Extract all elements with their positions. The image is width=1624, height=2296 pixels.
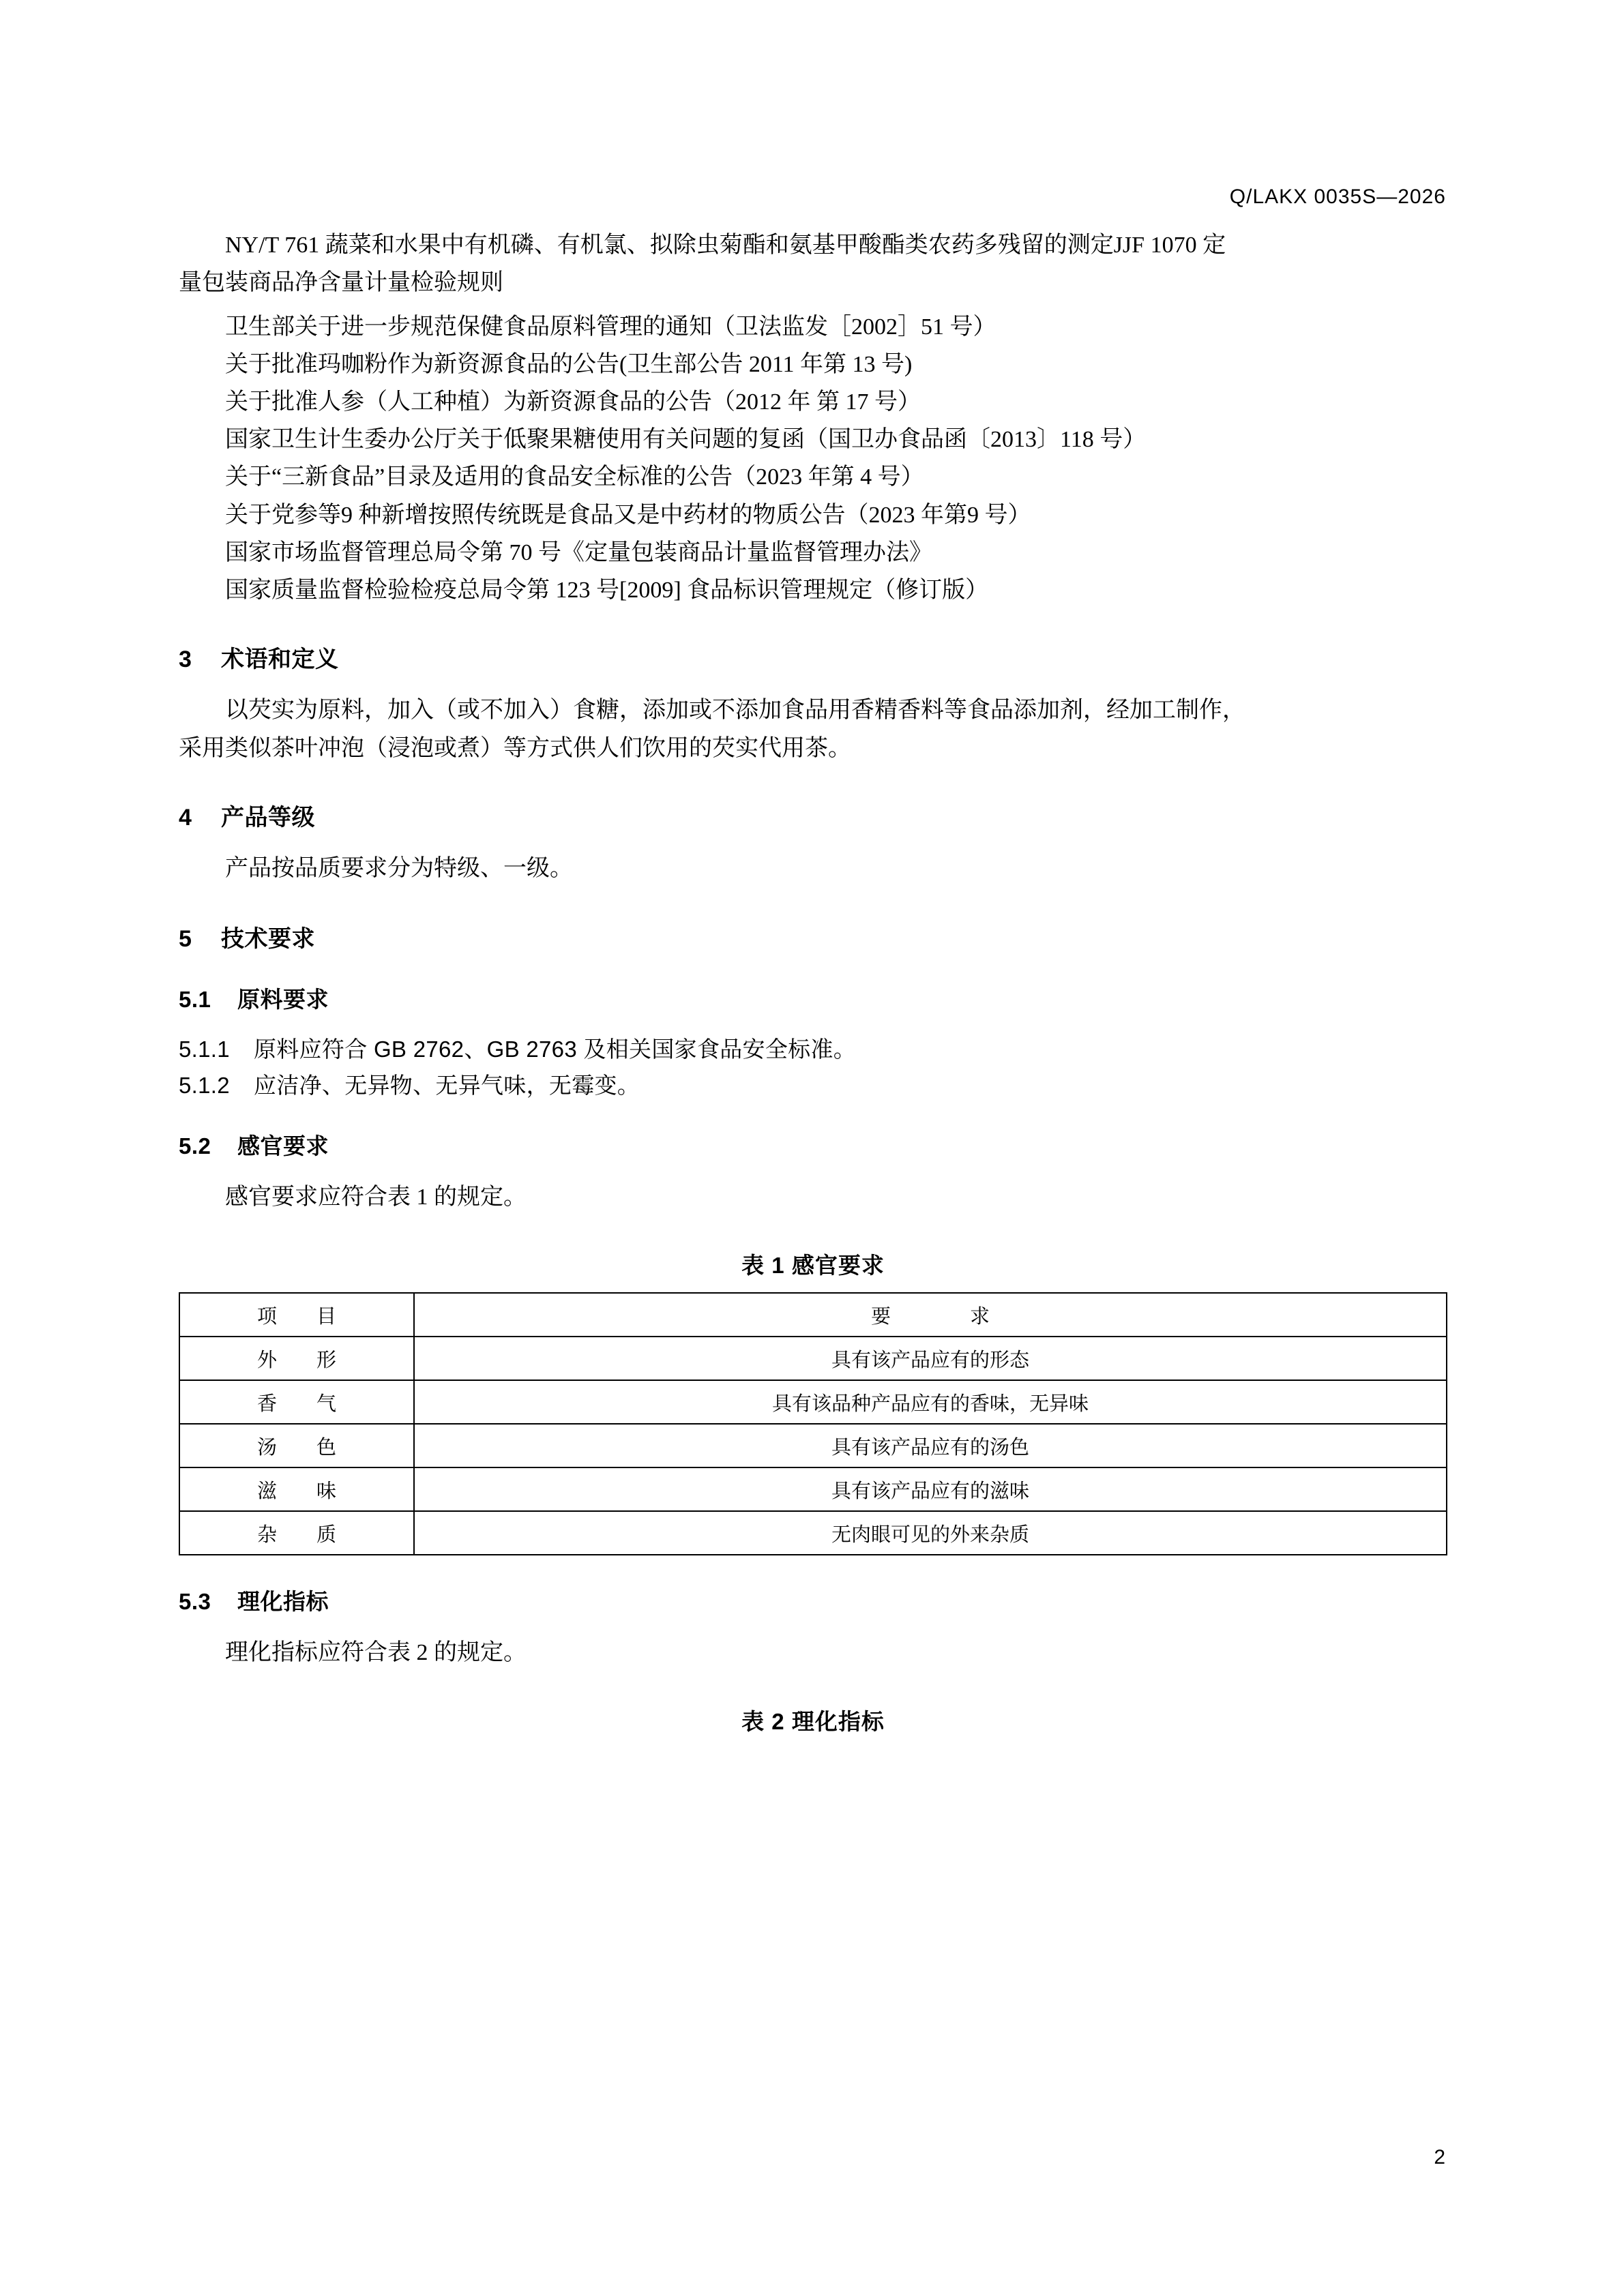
section-number: 5 <box>179 925 192 952</box>
subsection-title: 感官要求 <box>237 1133 329 1159</box>
clause-text: 原料应符合 GB 2762、GB 2763 及相关国家食品安全标准。 <box>254 1036 857 1062</box>
section-heading-3 <box>179 640 1447 674</box>
section-title: 产品等级 <box>221 805 315 831</box>
section-5-3-paragraph: 理化指标应符合表 2 的规定。 <box>225 1640 527 1666</box>
page-content <box>179 0 1447 1748</box>
list-item: 国家市场监督管理总局令第 70 号《定量包装商品计量监督管理办法》 <box>225 539 932 565</box>
section-number: 3 <box>179 646 192 672</box>
section-heading-5-2 <box>179 1129 1447 1161</box>
page-number: 2 <box>1434 2146 1445 2168</box>
table-row <box>179 1424 1447 1467</box>
clause-5-1-2 <box>179 1068 1447 1100</box>
list-item: 关于党参等9 种新增按照传统既是食品又是中药材的物质公告（2023 年第9 号） <box>225 502 1031 528</box>
clause-number: 5.1.1 <box>179 1036 230 1062</box>
section-title: 技术要求 <box>221 925 315 952</box>
table-cell-item: 香 气 <box>179 1380 414 1424</box>
table-row <box>179 1511 1447 1555</box>
subsection-number: 5.3 <box>179 1589 211 1615</box>
table-2-caption: 表 2 理化指标 <box>741 1708 885 1734</box>
subsection-number: 5.2 <box>179 1133 211 1159</box>
table-cell-requirement: 具有该产品应有的形态 <box>414 1337 1447 1380</box>
section-heading-5-3 <box>179 1584 1447 1616</box>
list-item: 卫生部关于进一步规范保健食品原料管理的通知（卫法监发［2002］51 号） <box>225 314 996 340</box>
list-item: 关于批准人参（人工种植）为新资源食品的公告（2012 年 第 17 号） <box>225 389 921 415</box>
table-cell-requirement: 具有该产品应有的滋味 <box>414 1467 1447 1511</box>
subsection-title: 理化指标 <box>237 1589 329 1615</box>
list-item: 国家质量监督检验检疫总局令第 123 号[2009] 食品标识管理规定（修订版） <box>225 577 989 603</box>
intro-block <box>179 226 1447 301</box>
sensory-requirements-table <box>179 1292 1447 1555</box>
list-item: 国家卫生计生委办公厅关于低聚果糖使用有关问题的复函（国卫办食品函〔2013〕118 号） <box>225 427 1147 453</box>
reference-list <box>179 308 1447 609</box>
section-3-paragraph-line-1: 以芡实为原料，加入（或不加入）食糖，添加或不添加食品用香精香料等食品添加剂，经加工制作， <box>225 697 1245 723</box>
table-row <box>179 1337 1447 1380</box>
section-title: 术语和定义 <box>221 646 339 672</box>
table-cell-requirement: 具有该品种产品应有的香味，无异味 <box>414 1380 1447 1424</box>
clause-5-1-1 <box>179 1032 1447 1064</box>
subsection-number: 5.1 <box>179 986 211 1012</box>
table-cell-item: 汤 色 <box>179 1424 414 1467</box>
table-cell-item: 外 形 <box>179 1337 414 1380</box>
table-cell-requirement: 具有该产品应有的汤色 <box>414 1424 1447 1467</box>
intro-line-1: NY/T 761 蔬菜和水果中有机磷、有机氯、拟除虫菊酯和氨基甲酸酯类农药多残留的测定JJF 1070 定 <box>225 233 1226 258</box>
clause-text: 应洁净、无异物、无异气味，无霉变。 <box>254 1072 640 1098</box>
section-heading-5 <box>179 920 1447 953</box>
table-1-caption: 表 1 感官要求 <box>741 1253 885 1279</box>
section-heading-4 <box>179 799 1447 832</box>
subsection-title: 原料要求 <box>237 986 329 1012</box>
intro-line-2: 量包装商品净含量计量检验规则 <box>179 270 503 296</box>
section-heading-5-1 <box>179 982 1447 1014</box>
table-header-item: 项 目 <box>179 1293 414 1337</box>
list-item: 关于批准玛咖粉作为新资源食品的公告(卫生部公告 2011 年第 13 号) <box>225 352 913 378</box>
section-3-paragraph-line-2: 采用类似茶叶冲泡（浸泡或煮）等方式供人们饮用的芡实代用茶。 <box>179 736 851 762</box>
section-4-paragraph: 产品按品质要求分为特级、一级。 <box>225 856 573 882</box>
table-header-requirement: 要 求 <box>414 1293 1447 1337</box>
page-header-code: Q/LAKX 0035S—2026 <box>1229 185 1446 208</box>
clause-number: 5.1.2 <box>179 1072 230 1098</box>
table-cell-item: 杂 质 <box>179 1511 414 1555</box>
table-row <box>179 1467 1447 1511</box>
section-5-2-paragraph: 感官要求应符合表 1 的规定。 <box>225 1184 527 1210</box>
table-cell-requirement: 无肉眼可见的外来杂质 <box>414 1511 1447 1555</box>
table-row <box>179 1380 1447 1424</box>
table-header-row <box>179 1293 1447 1337</box>
table-cell-item: 滋 味 <box>179 1467 414 1511</box>
section-number: 4 <box>179 805 192 831</box>
list-item: 关于“三新食品”目录及适用的食品安全标准的公告（2023 年第 4 号） <box>225 464 924 490</box>
